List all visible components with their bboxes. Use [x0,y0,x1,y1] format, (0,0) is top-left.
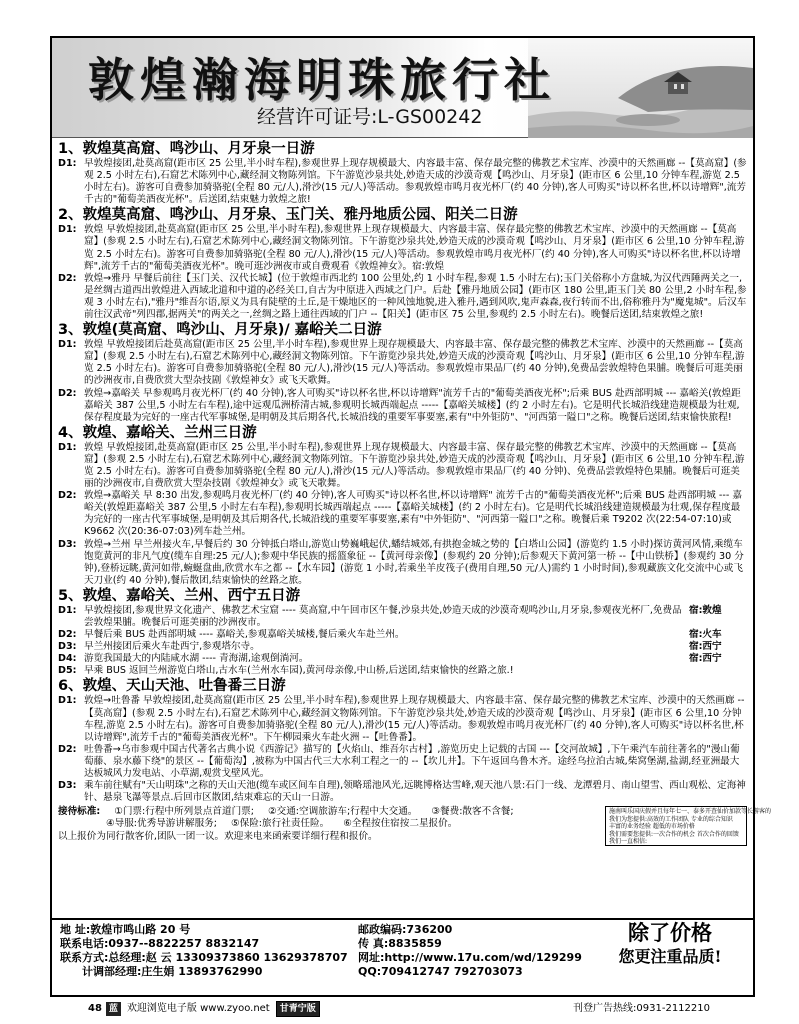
day-label: D3: [58,538,77,550]
page-frame [50,36,772,997]
day-item [58,224,747,272]
reception-item: ④导服:优秀导游讲解服务; [106,818,218,830]
day-label: D2: [58,272,77,284]
desert-scene-image [528,38,753,138]
day-item [58,744,747,780]
route-3 [58,322,747,424]
reception-item: ②交通:空调旅游车;行程中大交通。 [268,806,418,818]
day-label: D3: [58,641,77,653]
reception-label: 接待标准: [58,806,101,818]
day-label: D1: [58,441,77,453]
day-label: D2: [58,490,77,502]
day-text: 吐鲁番→乌市参观中国古代著名古典小说《西游记》描写的【火焰山、维吾尔古村】,游览历史上记载的古国 ---【交河故城】,下午乘汽车前往著名的"漫山葡萄藤、泉水藤下绕"的景区 --【葡萄沟】,被称为中国古代三大水利工程之一的 --【坎儿井】。下午返回乌鲁木齐。途经乌拉泊古城,柴窝堡湖,盐湖,经亚洲最大达板城风力发电站、小草湖,观赏戈壁风光。 [84,743,740,780]
welcome-text[interactable]: 欢迎浏览电子版 www.zyoo.net [126,1003,270,1014]
day-item [58,539,747,587]
day-label: D2: [58,387,77,399]
qq: QQ:709412747 792703073 [358,965,523,978]
day-item [58,490,747,538]
day-label: D1: [58,604,77,616]
day-text: 敦煌→嘉峪关 早参观鸣月夜光杯厂(约 40 分钟),客人可购买"诗以杯名世,杯以诗增辉"流芳千古的"葡萄美酒夜光杯";后乘 BUS 赴西部明城 --- 嘉峪关(敦煌距嘉峪关 387 公里,5 小时左右车程),途中远观瓜洲桥清古城,参观明长城西端起点 -----【嘉峪关城楼】(约 2 小时左右)。它是明代长城沿线建造规模最为壮观,保存程度最为完好的一座古代军事城堡,是明朝及其后期各代,长城沿线的重要军事要塞,素有"中外钜防"、"河西第一隘口"之称。晚餐后送团,结束愉快旅程! [84,387,741,423]
route-2 [58,207,747,321]
day-text: 敦煌 早敦煌接团,赴莫高窟(距市区 25 公里,半小时车程),参观世界上现存规模最大、内容最丰富、保存最完整的佛教艺术宝库、沙漠中的天然画廊 --【莫高窟】(参观 2.5 小时左右),石窟艺术陈列中心,藏经洞文物陈列馆。下午游览沙泉共处,妙造天成的沙漠奇观【鸣沙山、月牙泉】(距市区 6 公里,10 分钟车程,游览 2.5 小时左右)。游客可自费参加骑骆驼(全程 80 元/人),滑沙(15 元/人)等活动。参观敦煌市果品厂(约 40 分钟)、免费品尝敦煌特色果脯。晚餐后可逛美丽的沙洲夜市,自费欣赏大型杂技剧《敦煌神女》或飞天歌舞。 [84,441,745,490]
day-text: 敦煌 早敦煌接团,赴莫高窟(距市区 25 公里,半小时车程),参观世界上现存规模最大、内容最丰富、保存最完整的佛教艺术宝库、沙漠中的天然画廊 --【莫高窟】(参观 2.5 小时左右),石窟艺术陈列中心,藏经洞文物陈列馆。下午游览沙泉共处,妙造天成的沙漠奇观【鸣沙山、月牙泉】(距市区 6 公里,10 分钟车程,游览 2.5 小时左右)。游客可自费参加骑骆驼(全程 80 元/人),滑沙(15 元/人)等活动。参观敦煌市鸣月夜光杯厂(约 40 分钟),客人可购买"诗以杯名世,杯以诗增辉",流芳千古的"葡萄美酒夜光杯"。晚可逛沙洲夜市或自费观看《敦煌神女》。宿:敦煌 [84,224,745,272]
page-number: 48 [88,1003,102,1014]
route-title: 3、敦煌(莫高窟、鸣沙山、月牙泉)/ 嘉峪关二日游 [58,322,382,339]
contact-info [52,918,753,995]
company-name: 敦煌瀚海明珠旅行社 [88,53,556,107]
route-title: 6、敦煌、天山天池、吐鲁番三日游 [58,678,286,695]
route-5 [58,588,747,678]
day-item [58,158,747,206]
day-item [58,339,747,387]
notice-box [605,806,772,846]
website-link[interactable]: 网址:http://www.17u.com/wd/129299 [358,951,582,964]
phone: 联系电话:0937--8822257 8832147 [60,937,260,950]
reception-item: ⑤保险:旅行社责任险。 [231,818,330,830]
reception-item: ①门票:行程中所列景点首道门票; [114,806,255,818]
day-text: 早餐后乘 BUS 赴西部明城 ---- 嘉峪关,参观嘉峪关城楼,餐后乘火车赴兰州。 [84,629,405,641]
planner: 计调部经理:庄生娟 13893762990 [82,965,263,978]
page-footer [88,999,710,1019]
day-item [58,780,747,804]
day-label: D1: [58,224,77,236]
day-text: 敦煌→吐鲁番 早敦煌接团,赴莫高窟(距市区 25 公里,半小时车程),参观世界上现存规模最大、内容最丰富、保存最完整的佛教艺术宝库、沙漠中的天然画廊 --【莫高窟】(参观 2.5 小时左右),石窟艺术陈列中心,藏经洞文物陈列馆。下午游览沙泉共处,妙造天成的沙漠奇观【鸣沙山、月牙泉】(距市区 6 公里,10 分钟车程,游览 2.5 小时左右)。游客可自费参加骑骆驼(全程 80 元/人),滑沙(15 元/人)等活动。参观敦煌市鸣月夜光杯厂(约 40 分钟),客人可购买"诗以杯名世,杯以诗增辉",流芳千古的"葡萄美酒夜光杯"。下午柳园乘火车赴火洲 --【吐鲁番】。 [84,695,745,743]
day-text: 早兰州接团后乘火车赴西宁,参观塔尔寺。 [84,641,260,653]
postcode: 邮政编码:736200 [358,923,453,936]
ad-hotline: 刊登广告热线:0931-2112210 [573,1003,710,1014]
day-item [58,629,747,641]
day-label: D2: [58,743,77,755]
route-title: 4、敦煌、嘉峪关、兰州三日游 [58,424,257,441]
day-item [58,665,747,677]
route-title: 5、敦煌、嘉峪关、兰州、西宁五日游 [58,587,301,604]
day-text: 早敦煌接团,赴莫高窟(距市区 25 公里,半小时车程),参观世界上现存规模最大、内容最丰富、保存最完整的佛教艺术宝库、沙漠中的天然画廊 --【莫高窟】(参观 2.5 小时左右),石窟艺术陈列中心,藏经洞文物陈列馆。下午游览沙泉共处,妙造天成的沙漠奇观【鸣沙山、月牙泉】(距市区 6 公里,10 分钟车程,游览 2.5 小时左右)。游客可自费参加骑骆驼(全程 80 元/人),滑沙(15 元/人)等活动。参观敦煌市鸣月夜光杯厂(约 40 分钟),客人可购买"诗以杯名世,杯以诗增辉",流芳千古的"葡萄美酒夜光杯"。后送团,结束魅力敦煌之旅! [84,158,747,206]
day-text: 敦煌 早敦煌接团后赴莫高窟(距市区 25 公里,半小时车程),参观世界上现存规模最大、内容最丰富、保存最完整的佛教艺术宝库、沙漠中的天然画廊 --【莫高窟】(参观 2.5 小时左右),石窟艺术陈列中心,藏经洞文物陈列馆。下午游览沙泉共处,妙造天成的沙漠奇观【鸣沙山、月牙泉】(距市区 6 公里,10 分钟车程,游览 2.5 小时左右)。游客可自费参加骑骆驼(全程 80 元/人),滑沙(15 元/人)等活动。参观敦煌市果品厂(约 40 分钟),免费品尝敦煌特色果脯。晚餐后可逛美丽的沙洲夜市,自费欣赏大型杂技剧《敦煌神女》或飞天歌舞。 [84,339,745,387]
day-text: 游览我国最大的内陆咸水湖 ---- 青海湖,途观倒淌河。 [84,653,309,665]
day-label: D5: [58,665,77,677]
day-label: D2: [58,629,77,641]
address: 地 址:敦煌市鸣山路 20 号 [60,923,191,936]
notice-line: 施南叫乐国庆假并且每年七一、泰多开查仙价加款等长游客的 [609,808,772,816]
day-label: D4: [58,653,77,665]
day-item [58,653,747,665]
slogan [595,920,745,990]
day-item [58,388,747,424]
day-lodging [689,665,747,677]
route-6 [58,678,747,804]
license-number: 经营许可证号:L-GS00242 [257,106,483,128]
day-item [58,273,747,321]
day-lodging: 宿:西宁 [689,641,722,653]
notice-line: 丰富的业务经验 超低的市场价格 [609,823,695,831]
route-title: 1、敦煌莫高窟、鸣沙山、月牙泉一日游 [58,141,315,157]
day-item [58,605,747,629]
day-label: D1: [58,695,77,707]
day-label: D1: [58,158,77,169]
notice-line: 我们需要您提供:一次合作的机会 首次合作的回馈 [609,830,739,838]
day-text: 敦煌→兰州 早兰州接火车,早餐后约 30 分钟抵白塔山,游览山势巍峨起伏,蟠结城郊,有拱抱金城之势的【白塔山公园】(游览约 1.5 小时)探访黄河风情,乘缆车饱览黄河的非凡气度(缆车自理:25 元/人);参观中华民族的摇篮象征 --【黄河母亲像】(参观约 20 分钟);后参观天下黄河第一桥 --【中山铁桥】(参观约 30 分钟),登桥远眺,黄河如带,蜿蜒盘曲,欣赏水车之都 --【水车园】(游览 1 小时,若乘坐羊皮筏子(费用自理,50 元/人)需约 1 小时时间),参观藏族文化交流中心或飞天刀业(约 40 分钟),餐后散团,结束愉快的丝路之旅。 [84,538,744,586]
day-item [58,695,747,743]
section-tag: 蓝 [106,1002,121,1016]
notice-line: 我们一直相信: [609,838,648,846]
day-label: D1: [58,339,77,351]
day-item [58,442,747,490]
slogan-line-2: 您更注重品质! [618,947,722,966]
day-text: 乘车前往赋有"天山明珠"之称的天山天池(缆车或区间车自理),领略瑶池风光,远眺博格达雪峰,观天池八景:石门一线、龙潭碧月、南山望雪、西山观松、定海神针、悬泉飞瀑等景点.后回市区散团,结束难忘的天山一日游。 [84,780,746,804]
route-title: 2、敦煌莫高窟、鸣沙山、月牙泉、玉门关、雅丹地质公园、阳关二日游 [58,207,518,224]
route-4 [58,425,747,587]
day-text: 早敦煌接团,参观世界文化遗产、佛教艺术宝窟 ---- 莫高窟,中午回市区午餐,沙泉共处,妙造天成的沙漠奇观鸣沙山,月牙泉,参观夜光杯厂,免费品尝敦煌果脯。晚餐后可逛美丽的沙洲夜市。 [84,604,682,628]
edition-brand: 甘青宁版 [276,1001,320,1017]
day-label: D3: [58,780,77,792]
company-banner [52,38,753,138]
route-1 [58,141,747,206]
day-lodging: 宿:敦煌 [689,604,722,616]
day-lodging: 宿:火车 [689,629,722,641]
day-text: 敦煌→嘉峪关 早 8:30 出发,参观鸣月夜光杯厂(约 40 分钟),客人可购买"诗以杯名世,杯以诗增辉" 流芳千古的"葡萄美酒夜光杯";后乘 BUS 赴西部明城 --- 嘉峪关(敦煌距嘉峪关 387 公里,5 小时左右车程),参观明长城西端起点 -----【嘉峪关城楼】(约 2 小时左右)。它是明代长城沿线建造规模最为壮观,保存程度最为完好的一座古代军事城堡,是明朝及其后期各代,长城沿线的重要军事要塞,素有"中外钜防"、"河西第一隘口"之称。晚餐后乘 T9202 次(22:54-07:10)或 K9662 次(20:36-07:03)列车赴兰州。 [84,490,742,538]
itinerary-content [52,138,772,846]
reception-item: ⑥全程按住宿按二星报价。 [343,818,458,830]
day-text: 早乘 BUS 返回兰州游览白塔山,古水车(兰州水车园),黄河母亲像,中山桥,后送团,结束愉快的丝路之旅.! [84,665,514,677]
notice-line: 我们为您提供:高效的工作团队 专业的综合知识 [609,815,733,823]
day-text: 敦煌→雅丹 早餐后前往【玉门关、汉代长城】(位于敦煌市西北约 100 公里处,约 1 小时车程,参观 1.5 小时左右);玉门关俗称小方盘城,为汉代西陲两关之一,是丝绸古道西出敦煌进入西域北道和中道的必经关口,自古为中原进入西域之门户。后赴【雅丹地质公园】(距市区 180 公里,距玉门关 80 公里,2 小时车程,参观 3 小时左右),"雅丹"维吾尔语,原义为具有陡壁的土丘,是干燥地区的一种风蚀地貌,进入雅丹,遇到风吹,鬼声森森,夜行转而不出,俗称雅丹为"魔鬼城"。后汉车前往汉武帝"列四郡,据两关"的两关之一,丝绸之路上通往西域的门户 --【阳关】(距市区 75 公里,参观约 2.5 小时左右)。晚餐后送团,结束敦煌之旅! [84,272,747,321]
reception-standards [58,806,772,846]
day-lodging: 宿:西宁 [689,653,722,665]
day-item [58,641,747,653]
fax: 传 真:8835859 [358,937,442,950]
reception-item: ③餐费:散客不含餐; [431,806,514,818]
reception-footnote: 以上报价为同行散客价,团队一团一议。欢迎来电来函索要详细行程和报价。 [58,830,378,842]
slogan-line-1: 除了价格 [628,920,712,945]
general-manager: 联系方式:总经理:赵 云 13309373860 13629378707 [60,951,348,964]
